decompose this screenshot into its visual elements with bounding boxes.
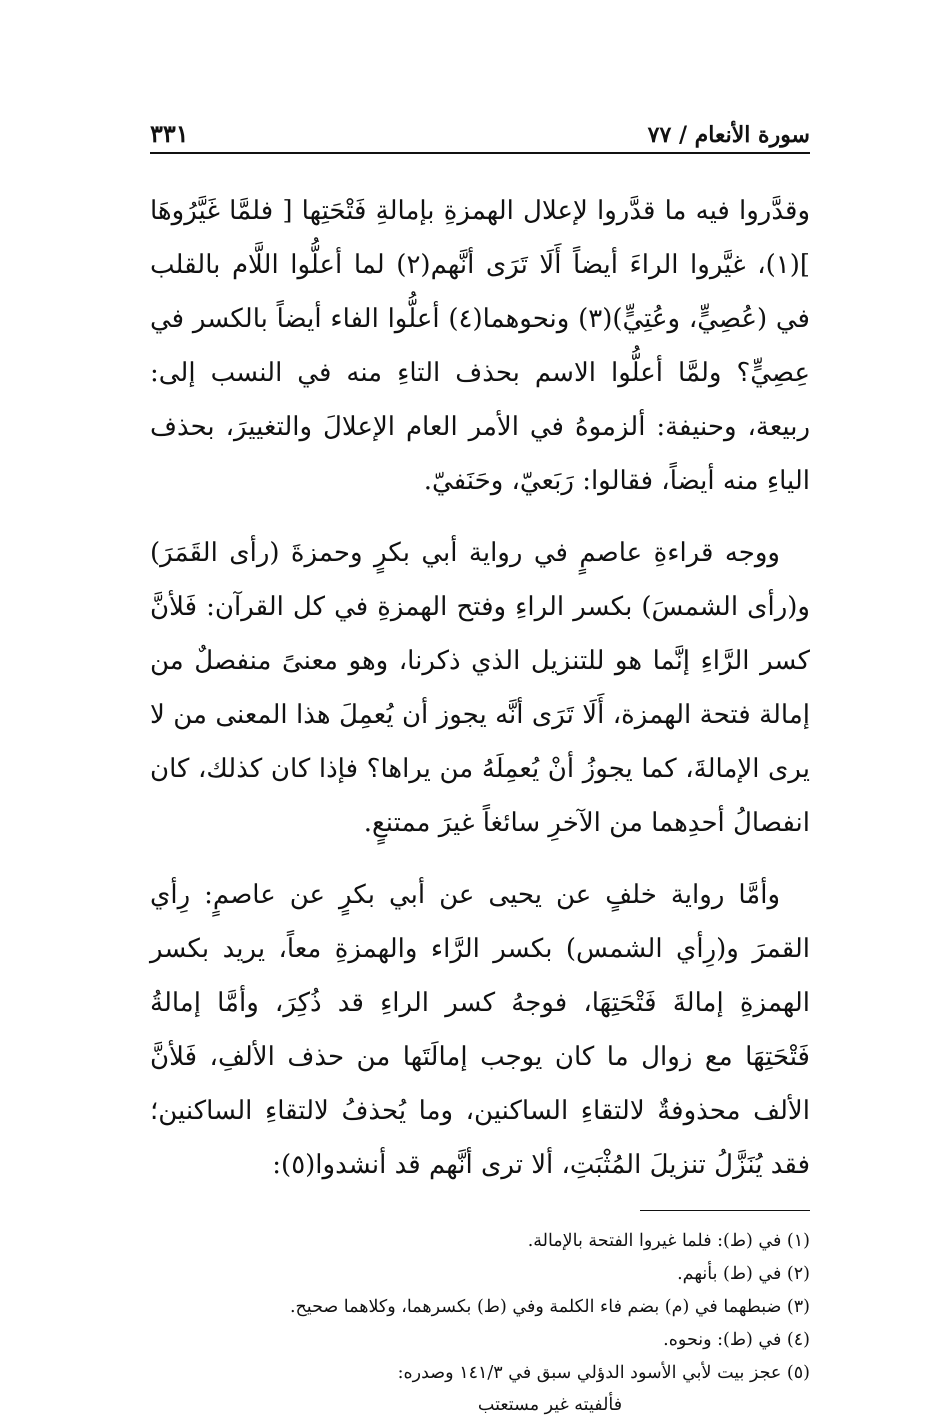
footnote: (٤) في (ط): ونحوه.: [663, 1330, 810, 1350]
footnote: (٥) عجز بيت لأبي الأسود الدؤلي سبق في ١٤١/٣ وصدره:: [397, 1363, 810, 1383]
header-title: سورة الأنعام / ٧٧: [647, 122, 810, 148]
footnote: (١) في (ط): فلما غيروا الفتحة بالإمالة.: [527, 1231, 810, 1251]
book-page: [150, 112, 810, 1420]
page-number: ٣٣١: [150, 119, 189, 148]
footnotes: [150, 1225, 810, 1420]
main-text: [150, 184, 810, 1192]
footnote: (٣) ضبطهما في (م) بضم فاء الكلمة وفي (ط) بكسرهما، وكلاهما صحيح.: [289, 1297, 810, 1317]
paragraph: وقدَّروا فيه ما قدَّروا لإعلال الهمزةِ بإمالةِ فَتْحَتِها [ فلمَّا غَيَّرُوهَا ](١)، غيَّروا الراءَ أيضاً أَلَا تَرَى أنَّهم(٢) لما أعلُّوا اللَّام بالقلب في (عُصِيٍّ، وعُتِيٍّ)(٣) ونحوهما(٤) أعلُّوا الفاء أيضاً بالكسر في عِصِيٍّ؟ ولمَّا أعلُّوا الاسم بحذف التاءِ منه في النسب إلى: ربيعة، وحنيفة: ألزموهُ في الأمر العام الإعلالَ والتغييرَ، بحذف الياءِ منه أيضاً، فقالوا: رَبَعيّ، وحَنَفيّ.: [150, 196, 810, 496]
header-rule: [150, 152, 810, 154]
footnote-separator: [640, 1210, 810, 1211]
footnote: (٢) في (ط) بأنهم.: [677, 1264, 810, 1284]
paragraph: ووجه قراءةِ عاصمٍ في رواية أبي بكرٍ وحمزةَ (رأى القَمَرَ) و(رأى الشمسَ) بكسر الراءِ وفتح الهمزةِ في كل القرآن: فَلأنَّ كسر الرَّاءِ إنَّما هو للتنزيل الذي ذكرنا، وهو معنىً منفصلٌ من إمالة فتحة الهمزة، أَلَا تَرَى أنَّه يجوز أن يُعمِلَ هذا المعنى من لا يرى الإمالةَ، كما يجوزُ أنْ يُعمِلَهُ من يراها؟ فإذا كان كذلك، كان انفصالُ أحدِهما من الآخرِ سائغاً غيرَ ممتنعٍ.: [150, 538, 810, 838]
paragraph: وأمَّا رواية خلفٍ عن يحيى عن أبي بكرٍ عن عاصمٍ: رِأي القمرَ و(رِأي الشمس) بكسر الرَّاء والهمزةِ معاً، يريد بكسر الهمزةِ إمالةَ فَتْحَتِهَا، فوجهُ كسر الراءِ قد ذُكِرَ، وأمَّا إمالةُ فَتْحَتِهَا مع زوال ما كان يوجب إمالَتَها من حذف الألفِ، فَلأنَّ الألف محذوفةٌ لالتقاءِ الساكنين، وما يُحذفُ لالتقاءِ الساكنين؛ فقد يُنَزَّلُ تنزيلَ المُثْبَتِ، ألا ترى أنَّهم قد أنشدوا(٥):: [150, 880, 810, 1180]
footnote-verse: فألفيته غير مستعتب: [477, 1395, 623, 1415]
running-header: [150, 112, 810, 148]
